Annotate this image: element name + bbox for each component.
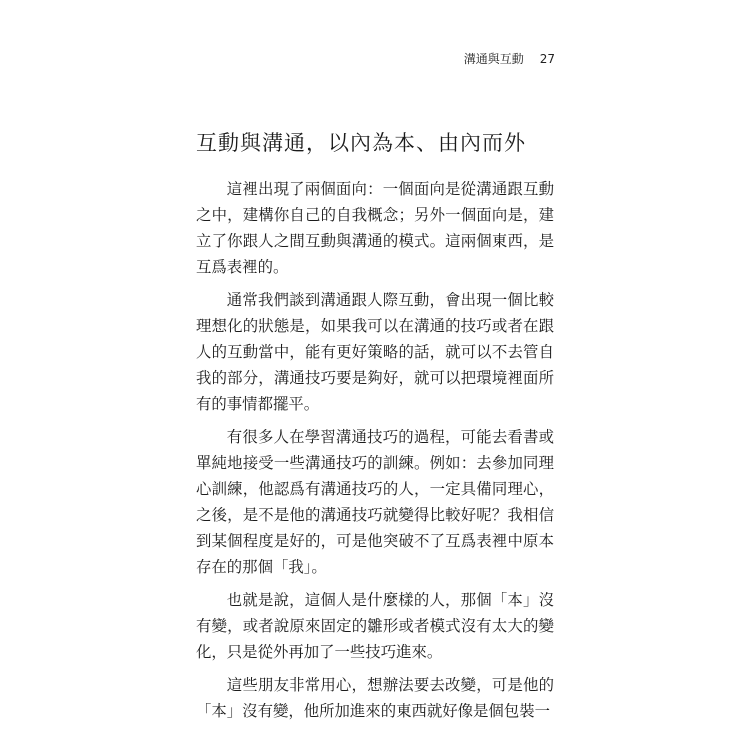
page-number: 27: [539, 52, 555, 66]
paragraph-2: 通常我們談到溝通跟人際互動，會出現一個比較理想化的狀態是，如果我可以在溝通的技巧或者在跟人的互動當中，能有更好策略的話，就可以不去管自我的部分，溝通技巧要是夠好，就可以把環境裡面所有的事情都擺平。: [196, 291, 554, 413]
chapter-title: 溝通與互動: [463, 52, 524, 66]
paragraph-5: 這些朋友非常用心，想辦法要去改變，可是他的「本」沒有變，他所加進來的東西就好像是個包裝一: [196, 676, 554, 720]
paragraph-4: 也就是說，這個人是什麼樣的人，那個「本」沒有變，或者說原來固定的雛形或者模式沒有太大的變化，只是從外再加了一些技巧進來。: [196, 591, 554, 661]
running-header: [464, 50, 555, 67]
paragraph-1: 這裡出現了兩個面向：一個面向是從溝通跟互動之中，建構你自己的自我概念；另外一個面向是，建立了你跟人之間互動與溝通的模式。這兩個東西，是互爲表裡的。: [196, 180, 554, 276]
section-title: 互動與溝通，以內為本、由內而外: [196, 131, 526, 155]
body-text: [196, 176, 554, 731]
paragraph-3: 有很多人在學習溝通技巧的過程，可能去看書或單純地接受一些溝通技巧的訓練。例如：去參加同理心訓練，他認爲有溝通技巧的人，一定具備同理心，之後，是不是他的溝通技巧就變得比較好呢？我相信到某個程度是好的，可是他突破不了互爲表裡中原本存在的那個「我」。: [196, 428, 554, 576]
